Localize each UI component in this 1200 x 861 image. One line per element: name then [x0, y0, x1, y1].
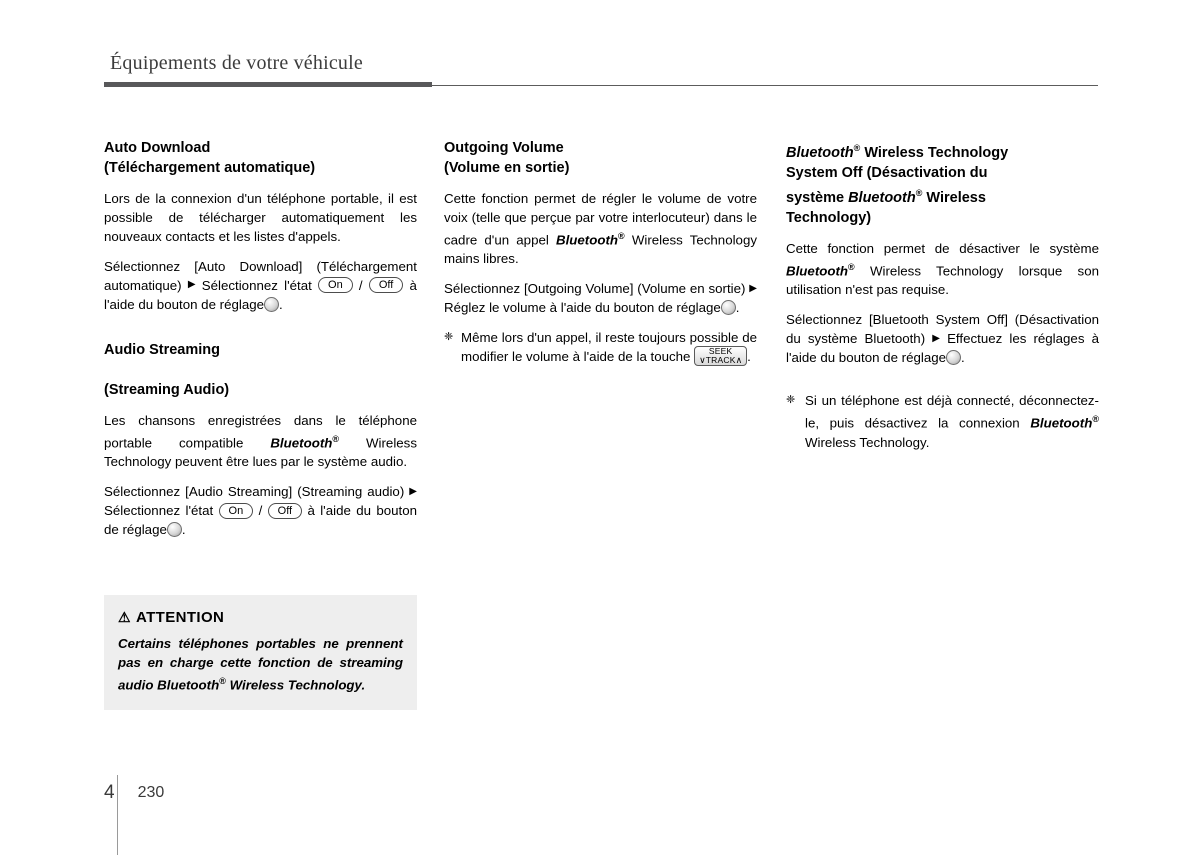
page-footer [104, 782, 164, 804]
off-button[interactable]: Off [369, 277, 403, 293]
bluetooth-wordmark: Bluetooth [157, 677, 220, 693]
slash-separator: / [358, 278, 363, 293]
registered-mark: ® [853, 143, 861, 153]
bluetooth-wordmark: Bluetooth [270, 435, 333, 451]
audio-streaming-para1-a: Les chansons enregistrées dans le téléphone portable compatible [104, 413, 417, 451]
audio-streaming-period: . [181, 522, 186, 538]
registered-mark: ® [219, 676, 226, 686]
outgoing-volume-note [444, 328, 757, 367]
outgoing-volume-step2: Réglez le volume à l'aide du bouton de réglage [444, 300, 721, 316]
audio-streaming-step2: Sélectionnez l'état [104, 503, 214, 519]
section-title-auto-download [104, 138, 417, 178]
bluetooth-wordmark: Bluetooth [555, 232, 619, 248]
outgoing-volume-title-line1: Outgoing Volume [444, 140, 564, 156]
seek-label: SEEK [708, 345, 733, 356]
chevron-down-icon: ∨ [699, 354, 706, 365]
track-label: TRACK [705, 354, 736, 365]
section-title-bluetooth-system-off [786, 138, 1099, 228]
auto-download-period: . [279, 297, 283, 312]
bt-system-off-period: . [961, 350, 965, 366]
auto-download-title-line2: (Téléchargement automatique) [104, 160, 316, 176]
page-number: 230 [137, 784, 165, 801]
audio-streaming-title-line2: (Streaming Audio) [104, 382, 230, 398]
audio-streaming-title-line1: Audio Streaming [104, 342, 221, 358]
outgoing-volume-para1 [444, 189, 757, 268]
audio-streaming-para1-b: Wireless Technology peuvent être lues par le système audio. [104, 435, 417, 470]
bt-system-off-para1 [786, 239, 1099, 299]
audio-streaming-para2 [104, 482, 417, 539]
bt-system-off-step1: Sélectionnez [Bluetooth System Off] (Désactivation du système Bluetooth) [786, 312, 1099, 347]
page-title: Équipements de votre véhicule [110, 52, 363, 74]
registered-mark: ® [332, 434, 340, 444]
tune-knob-icon [264, 297, 279, 312]
bt-system-off-para2 [786, 310, 1099, 367]
bluetooth-wordmark: Bluetooth [786, 144, 854, 161]
auto-download-title-line1: Auto Download [104, 140, 211, 156]
auto-download-para1: Lors de la connexion d'un téléphone portable, il est possible de télécharger automatiquement les nouveaux contacts et les listes d'appels. [104, 191, 417, 244]
tune-knob-icon [946, 350, 961, 365]
triangle-right-icon: ▶ [932, 332, 940, 344]
seek-track-labels [706, 347, 736, 365]
auto-download-para2 [104, 257, 417, 314]
header-rule-accent [104, 82, 432, 87]
note-bullet-icon: ❈ [444, 331, 454, 344]
triangle-right-icon: ▶ [409, 485, 417, 497]
audio-streaming-step3: à l'aide du bouton de [104, 503, 418, 538]
caution-box [104, 595, 417, 710]
registered-mark: ® [915, 187, 923, 198]
auto-download-step3: à l'aide du bouton de réglage [104, 278, 417, 312]
bt-system-off-title-part4: Technology) [786, 209, 872, 226]
caution-body-b: Wireless Technology. [229, 677, 366, 693]
note-bullet-icon: ❈ [786, 394, 796, 407]
audio-streaming-step4: réglage [122, 522, 167, 538]
bt-system-off-para1-a: Cette fonction permet de désactiver le système [786, 240, 1099, 256]
outgoing-volume-note-period: . [747, 349, 751, 365]
bluetooth-wordmark: Bluetooth [848, 189, 916, 206]
bt-system-off-title-part1: Wireless Technology [864, 144, 1009, 161]
bluetooth-wordmark: Bluetooth [1030, 415, 1093, 431]
caution-body-a: Certains téléphones portables ne prennent pas en charge cette fonction de streaming audio [118, 636, 403, 693]
triangle-right-icon: ▶ [749, 282, 757, 294]
seek-track-key-icon[interactable] [694, 346, 747, 366]
warning-triangle-icon: ⚠ [118, 609, 131, 625]
column-two [444, 138, 757, 368]
tune-knob-icon [167, 522, 182, 537]
outgoing-volume-para1-b: Wireless Technology mains libres. [444, 232, 757, 267]
audio-streaming-step1: Sélectionnez [Audio Streaming] (Streaming audio) [104, 484, 405, 500]
outgoing-volume-title-line2: (Volume en sortie) [444, 160, 570, 176]
auto-download-step2: Sélectionnez l'état [201, 278, 312, 293]
registered-mark: ® [618, 231, 625, 241]
outgoing-volume-note-text: Même lors d'un appel, il reste toujours possible de modifier le volume à l'aide de la touche [461, 330, 757, 365]
bt-system-off-note-text: Si un téléphone est déjà connecté, déconnectez-le, puis désactivez la connexion [805, 393, 1099, 431]
tune-knob-icon [721, 300, 736, 315]
bt-system-off-title-part3b: Wireless [926, 189, 986, 206]
off-button[interactable]: Off [268, 503, 302, 519]
bluetooth-wordmark: Bluetooth [786, 263, 849, 279]
registered-mark: ® [848, 261, 855, 272]
section-title-audio-streaming [104, 340, 417, 400]
bt-system-off-note [786, 391, 1099, 451]
outgoing-volume-para1-a: Cette fonction permet de régler le volume de votre voix (telle que perçue par votre interlocuteur) dans le cadre d'un appel [444, 191, 757, 248]
bt-system-off-title-part3a: système [786, 189, 845, 206]
triangle-right-icon: ▶ [187, 279, 196, 291]
caution-title [118, 609, 403, 626]
audio-streaming-para1 [104, 411, 417, 471]
outgoing-volume-step1: Sélectionnez [Outgoing Volume] (Volume en sortie) [444, 281, 746, 297]
page-header [104, 52, 1098, 75]
bt-system-off-step2: Effectuez les réglages à l'aide du bouton de réglage [786, 331, 1099, 366]
caution-body [118, 634, 403, 694]
bt-system-off-para1-b: Wireless Technology lorsque son utilisation n'est pas requise. [786, 263, 1099, 298]
slash-separator: / [258, 503, 263, 519]
caution-title-text: ATTENTION [135, 609, 225, 626]
bt-system-off-note-text-b: Wireless Technology. [805, 434, 930, 450]
on-button[interactable]: On [318, 277, 353, 293]
registered-mark: ® [1092, 414, 1099, 425]
outgoing-volume-period: . [735, 300, 740, 316]
chevron-up-icon: ∧ [735, 354, 743, 365]
auto-download-step1: Sélectionnez [Auto Download] (Téléchargement automatique) [104, 259, 417, 293]
bt-system-off-title-part2: System Off (Désactivation du [786, 164, 988, 181]
outgoing-volume-para2 [444, 279, 757, 317]
column-one [104, 138, 417, 539]
column-three [786, 138, 1099, 452]
section-title-outgoing-volume [444, 138, 757, 178]
on-button[interactable]: On [219, 503, 254, 519]
chapter-number: 4 [104, 782, 115, 803]
